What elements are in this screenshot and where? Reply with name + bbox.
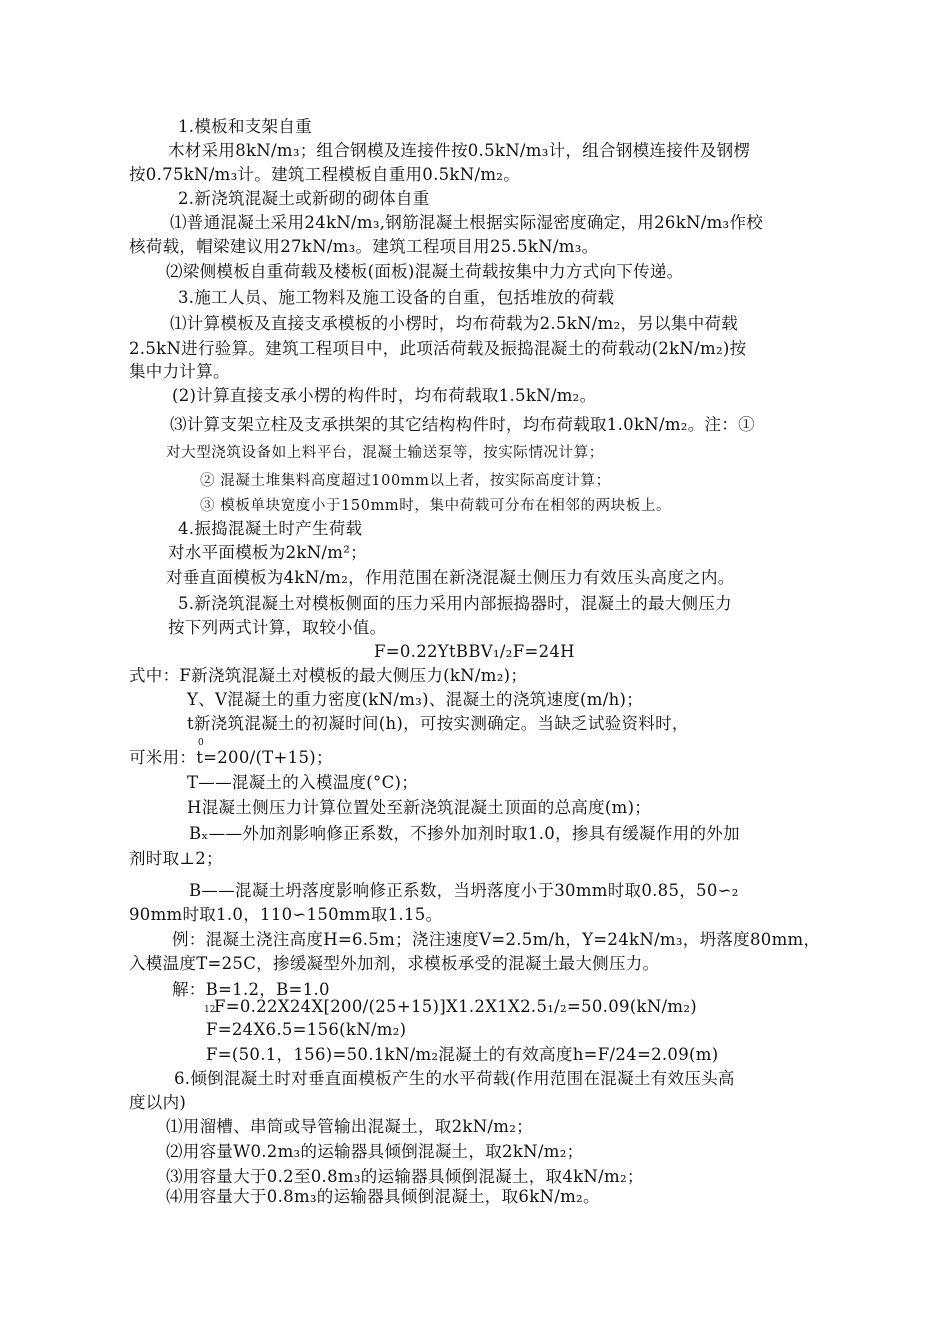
paragraph-line: ⑵用容量W0.2m₃的运输器具倾倒混凝土，取2kN/m₂； — [166, 1142, 584, 1161]
paragraph-line: T——混凝土的入模温度(°C)； — [187, 773, 419, 792]
paragraph-line: 木材采用8kN/m₃；组合钢模及连接件按0.5kN/m₃计，组合钢模连接件及钢楞 — [168, 141, 751, 160]
paragraph-line: Bₓ——外加剂影响修正系数，不掺外加剂时取1.0，掺具有缓凝作用的外加 — [189, 824, 740, 843]
paragraph-line: H混凝土侧压力计算位置处至新浇筑混凝土顶面的总高度(m)； — [187, 798, 652, 817]
heading-1: 1.模板和支架自重 — [178, 117, 312, 136]
paragraph-line: 集中力计算。 — [129, 362, 230, 381]
paragraph-line: ⑷用容量大于0.8m₃的运输器具倾倒混凝土，取6kN/m₂。 — [166, 1187, 600, 1206]
paragraph-line: ⑴用溜槽、串筒或导管输出混凝土，取2kN/m₂； — [166, 1117, 533, 1136]
paragraph-line: ⑶计算支架立柱及支承拱架的其它结构构件时，均布荷载取1.0kN/m₂。注：① — [170, 415, 755, 434]
heading-6: 6.倾倒混凝土时对垂直面模板产生的水平荷载(作用范围在混凝土有效压头高 — [174, 1069, 735, 1088]
formula-line: F=(50.1，156)=50.1kN/m₂混凝土的有效高度h=F/24=2.09(m) — [206, 1045, 719, 1064]
paragraph-line: B——混凝土坍落度影响修正系数，当坍落度小于30mm时取0.85，50∽₂ — [189, 881, 739, 900]
paragraph-line: 剂时取⊥2； — [129, 849, 223, 868]
paragraph-line: 解：B=1.2，B=1.0 — [172, 980, 330, 999]
paragraph-line: 例：混凝土浇注高度H=6.5m；浇注速度V=2.5m/h，Y=24kN/m₃，坍落度80mm， — [172, 930, 821, 949]
paragraph-line: 式中：F新浇筑混凝土对模板的最大侧压力(kN/m₂)； — [129, 666, 528, 685]
heading-3: 3.施工人员、施工物料及施工设备的自重，包括堆放的荷载 — [178, 288, 615, 307]
heading-4: 4.振捣混凝土时产生荷载 — [178, 519, 363, 538]
superscript-mark: 12 — [204, 1005, 216, 1015]
paragraph-line: ⑴计算模板及直接支承模板的小楞时，均布荷载为2.5kN/m₂，另以集中荷载 — [170, 314, 739, 333]
heading-2: 2.新浇筑混凝土或新砌的砌体自重 — [178, 189, 430, 208]
paragraph-line: ⑴普通混凝土采用24kN/m₃,钢筋混凝土根据实际湿密度确定，用26kN/m₃作校 — [170, 213, 764, 232]
paragraph-line: Y、V混凝土的重力密度(kN/m₃)、混凝土的浇筑速度(m/h)； — [187, 690, 644, 709]
formula-line: F=0.22X24X[200/(25+15)]X1.2X1X2.5₁/₂=50.09(kN/m₂) — [214, 997, 698, 1016]
paragraph-line: 2.5kN进行验算。建筑工程项目中，此项活荷载及振捣混凝土的荷载动(2kN/m₂)按 — [129, 339, 747, 358]
paragraph-line: 按0.75kN/m₃计。建筑工程模板自重用0.5kN/m₂。 — [129, 165, 520, 184]
superscript-mark: 0 — [198, 738, 204, 748]
paragraph-line: 对垂直面模板为4kN/m₂，作用范围在新浇混凝土侧压力有效压头高度之内。 — [166, 568, 735, 587]
paragraph-line: (2)计算直接支承小楞的构件时，均布荷载取1.5kN/m₂。 — [172, 386, 597, 405]
paragraph-line: 入模温度T=25C，掺缓凝型外加剂，求模板承受的混凝土最大侧压力。 — [129, 954, 660, 973]
formula-line: F=24X6.5=156(kN/m₂) — [206, 1020, 407, 1039]
paragraph-line: 对水平面模板为2kN/m²； — [168, 543, 367, 562]
paragraph-line: ⑶用容量大于0.2至0.8m₃的运输器具倾倒混凝土，取4kN/m₂； — [166, 1167, 644, 1186]
paragraph-line: ⑵梁侧模板自重荷载及楼板(面板)混凝土荷载按集中力方式向下传递。 — [166, 262, 684, 281]
paragraph-line: t新浇筑混凝土的初凝时间(h)，可按实测确定。当缺乏试验资料时， — [187, 714, 689, 733]
paragraph-line: 度以内) — [129, 1093, 187, 1112]
formula-line: F=0.22YtBBV₁/₂F=24H — [374, 642, 575, 661]
heading-5: 5.新浇筑混凝土对模板侧面的压力采用内部振捣器时，混凝土的最大侧压力 — [178, 594, 732, 613]
paragraph-line: 核荷载，帽梁建议用27kN/m₃。建筑工程项目用25.5kN/m₃。 — [129, 237, 599, 256]
note-line: ② 混凝土堆集料高度超过100mm以上者，按实际高度计算； — [200, 473, 611, 489]
paragraph-line: 按下列两式计算，取较小值。 — [168, 618, 387, 637]
note-line: 对大型浇筑设备如上料平台，混凝土输送泵等，按实际情况计算； — [166, 445, 604, 461]
paragraph-line: 90mm时取1.0，110∽150mm取1.15。 — [129, 905, 443, 924]
paragraph-line: 可米用：t=200/(T+15)； — [129, 748, 333, 767]
note-line: ③ 模板单块宽度小于150mm时，集中荷载可分布在相邻的两块板上。 — [200, 498, 672, 514]
